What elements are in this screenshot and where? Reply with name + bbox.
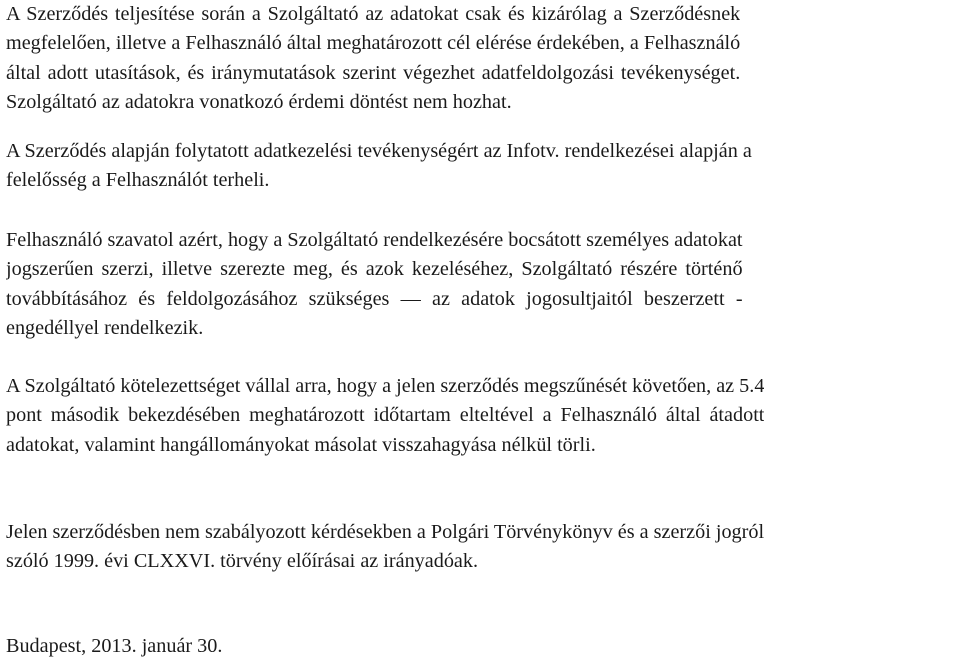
text-line: megfelelően, illetve a Felhasználó által meghatározott cél elérése érdekében, a Felhasználó <box>6 32 741 55</box>
paragraph-data-deletion <box>6 372 764 460</box>
text-line: A Szerződés alapján folytatott adatkezelési tevékenységért az Infotv. rendelkezései alapján a <box>6 140 752 162</box>
place-and-date <box>6 632 222 661</box>
text-line: jogszerűen szerzi, illetve szerezte meg, és azok kezeléséhez, Szolgáltató részére történő <box>6 258 743 281</box>
text-line: A Szerződés teljesítése során a Szolgáltató az adatokat csak és kizárólag a Szerződésnek <box>6 3 741 25</box>
text-line: felelősség a Felhasználót terheli. <box>6 169 270 192</box>
text-line: Budapest, 2013. január 30. <box>6 635 223 657</box>
text-line: engedéllyel rendelkezik. <box>6 316 204 339</box>
text-line: szóló 1999. évi CLXXVI. törvény előírásai az irányadóak. <box>6 550 479 573</box>
paragraph-data-processing-scope <box>6 0 740 117</box>
text-line: Felhasználó szavatol azért, hogy a Szolgáltató rendelkezésére bocsátott személyes adatokat <box>6 229 743 251</box>
paragraph-liability <box>6 137 752 196</box>
text-line: adatokat, valamint hangállományokat másolat visszahagyása nélkül törli. <box>6 433 596 456</box>
text-line: által adott utasítások, és iránymutatások szerint végezhet adatfeldolgozási tevékenységet. <box>6 61 741 84</box>
paragraph-user-warranty <box>6 226 743 343</box>
text-line: továbbításához és feldolgozásához szükséges — az adatok jogosultjaitól beszerzett - <box>6 287 743 310</box>
text-line: pont második bekezdésében meghatározott időtartam elteltével a Felhasználó által átadott <box>6 404 765 427</box>
text-line: A Szolgáltató kötelezettséget vállal arra, hogy a jelen szerződés megszűnését követően, az 5.4 <box>6 375 765 397</box>
text-line: Szolgáltató az adatokra vonatkozó érdemi döntést nem hozhat. <box>6 90 512 113</box>
text-line: Jelen szerződésben nem szabályozott kérdésekben a Polgári Törvénykönyv és a szerzői jogról <box>6 521 765 543</box>
paragraph-governing-law <box>6 518 764 577</box>
